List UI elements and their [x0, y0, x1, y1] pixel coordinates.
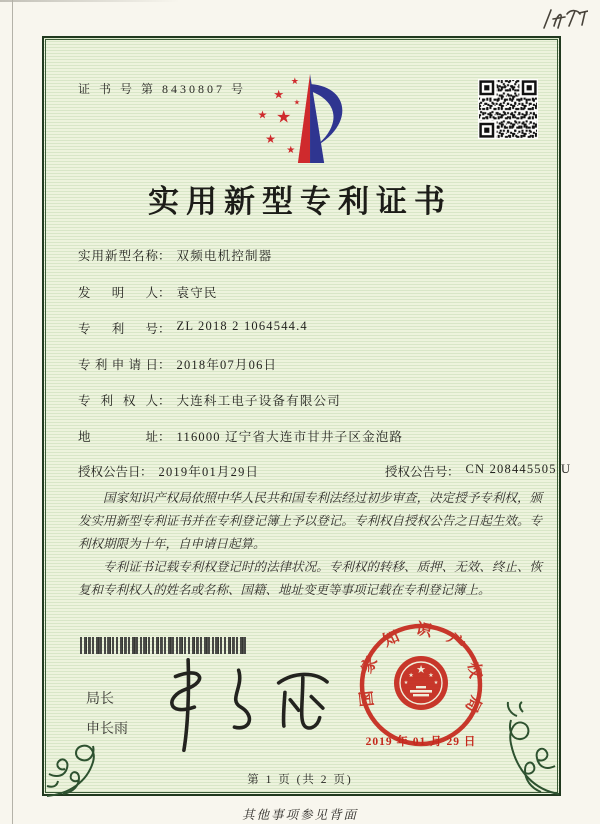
- field-label: 授权公告日: [78, 465, 141, 479]
- svg-text:★: ★: [273, 87, 285, 102]
- green-corner-flourish-icon: [43, 734, 109, 800]
- field-colon: ：: [447, 465, 460, 479]
- director-handwritten-signature-icon: [146, 655, 346, 755]
- cnipa-patent-logo-icon: [250, 70, 366, 166]
- field-colon: ：: [158, 430, 171, 444]
- barcode-icon: [80, 637, 246, 654]
- grant-date-value: 2019年01月29日: [158, 465, 260, 479]
- scan-edge-artifact: [12, 0, 13, 824]
- national-emblem-icon: [394, 656, 448, 710]
- field-colon: ：: [158, 394, 171, 408]
- field-label: 授权公告号: [385, 465, 448, 479]
- field-row-filing-date: [78, 355, 548, 375]
- back-side-note: 其他事项参见背面: [241, 808, 358, 822]
- field-colon: ：: [158, 286, 171, 300]
- legal-body-text: [78, 487, 542, 602]
- svg-text:★: ★: [290, 77, 299, 88]
- svg-text:★: ★: [265, 131, 277, 146]
- page-number: 第 1 页 (共 2 页): [247, 774, 353, 786]
- field-row-name: [78, 246, 548, 266]
- legal-paragraph-2: 专利证书记载专利权登记时的法律状况。专利权的转移、质押、无效、终止、恢复和专利权人的姓名或名称、国籍、地址变更等事项记载在专利登记簿上。: [78, 560, 542, 597]
- svg-text:★: ★: [433, 680, 439, 686]
- grant-number-value: CN 208445505 U: [465, 462, 572, 476]
- field-label: 专利权人: [78, 394, 158, 408]
- field-label: 发明人: [78, 286, 158, 300]
- svg-text:★: ★: [257, 108, 268, 122]
- seal-date: 2019 年 01 月 29 日: [365, 736, 477, 748]
- grant-number-group: [385, 462, 571, 480]
- qr-code-icon: [477, 79, 539, 139]
- field-value: 116000 辽宁省大连市甘井子区金泡路: [176, 430, 404, 444]
- certificate-number: 证 书 号 第 8430807 号: [78, 82, 247, 96]
- field-row-patentee: [78, 391, 548, 411]
- cnipa-red-seal-icon: [356, 620, 486, 750]
- field-label: 实用新型名称: [78, 249, 158, 263]
- field-value: 双频电机控制器: [176, 249, 273, 263]
- field-value: 袁守民: [176, 286, 218, 300]
- field-value: ZL 2018 2 1064544.4: [176, 319, 308, 333]
- svg-text:★: ★: [428, 672, 434, 679]
- handwritten-pen-annotation-icon: [540, 4, 588, 34]
- field-colon: ：: [140, 465, 153, 479]
- field-row-grant: [78, 462, 572, 482]
- field-value: 大连科工电子设备有限公司: [176, 394, 341, 408]
- svg-text:★: ★: [293, 97, 301, 107]
- field-value: 2018年07月06日: [176, 358, 278, 372]
- svg-text:★: ★: [276, 107, 292, 128]
- field-row-address: [78, 427, 548, 447]
- field-colon: ：: [158, 358, 171, 372]
- svg-text:★: ★: [403, 680, 409, 686]
- field-label: 专利申请日: [78, 358, 158, 372]
- field-colon: ：: [158, 322, 171, 336]
- field-colon: ：: [158, 249, 171, 263]
- certificate-title: 实用新型专利证书: [148, 184, 452, 219]
- signer-role: 局长: [86, 690, 114, 706]
- svg-text:★: ★: [416, 663, 426, 676]
- signer-name: 申长雨: [86, 720, 128, 736]
- field-label: 地址: [78, 430, 158, 444]
- scan-edge-artifact: [0, 0, 600, 2]
- svg-text:★: ★: [286, 144, 296, 156]
- legal-paragraph-1: 国家知识产权局依照中华人民共和国专利法经过初步审查，决定授予专利权，颁发实用新型专利证书并在专利登记簿上予以登记。专利权自授权公告之日起生效。专利权期限为十年，自申请日起算。: [78, 491, 542, 551]
- svg-text:★: ★: [408, 672, 414, 679]
- seal-ring-text: 国家知识产权局: [356, 620, 486, 729]
- field-label: 专利号: [78, 322, 158, 336]
- field-row-inventor: [78, 283, 548, 303]
- field-row-patent-number: [78, 319, 548, 339]
